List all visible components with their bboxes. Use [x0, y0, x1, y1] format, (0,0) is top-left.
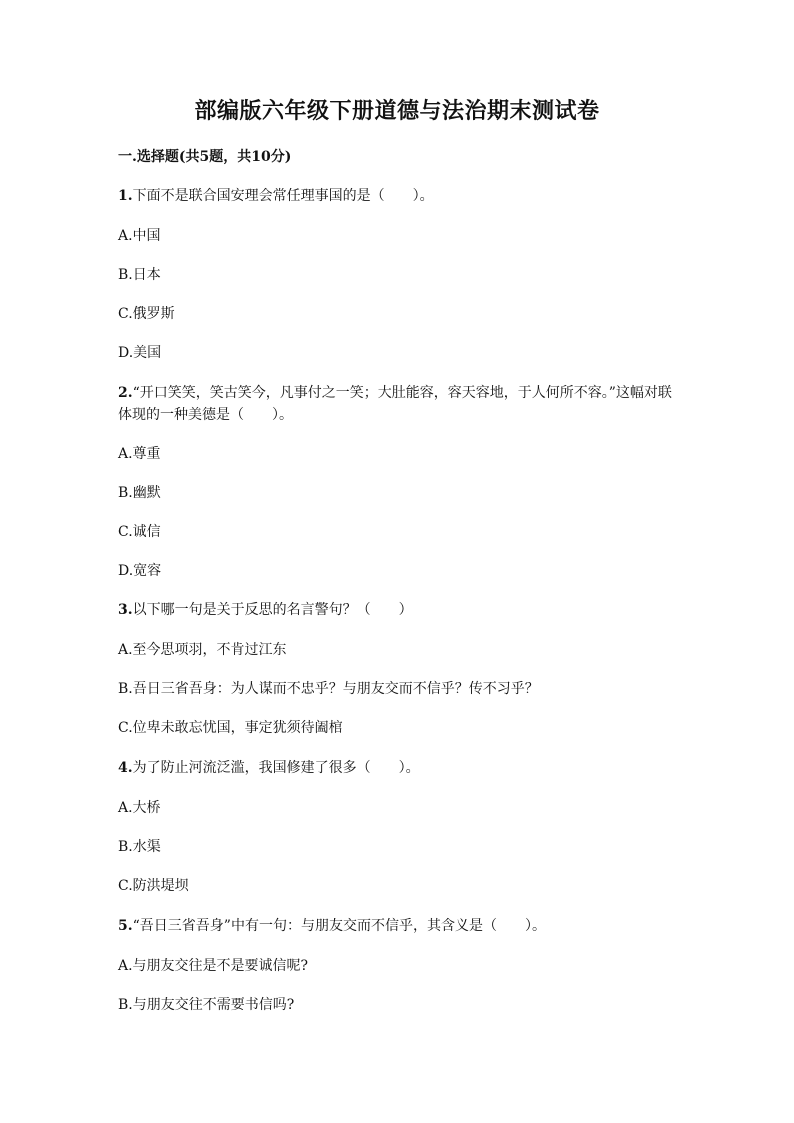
question-text: “开口笑笑，笑古笑今，凡事付之一笑；大肚能容，容天容地，于人何所不容。”这幅对联体现的一种美德是（ ）。: [118, 385, 672, 423]
question-number: 2.: [118, 385, 133, 401]
section-heading: 一.选择题(共5题，共10分): [118, 149, 292, 165]
option-3a: A.至今思项羽，不肯过江东: [118, 642, 287, 658]
option-3c: C.位卑未敢忘忧国，事定犹须待阖棺: [118, 720, 343, 736]
option-2b: B.幽默: [118, 485, 161, 501]
option-2a: A.尊重: [118, 446, 161, 462]
question-3: [118, 599, 678, 621]
option-4c: C.防洪堤坝: [118, 878, 189, 894]
option-5a: A.与朋友交往是不是要诚信呢?: [118, 958, 309, 974]
option-1c: C.俄罗斯: [118, 306, 175, 322]
question-number: 3.: [118, 602, 133, 618]
question-1: [118, 185, 678, 207]
option-2d: D.宽容: [118, 563, 162, 579]
option-5b: B.与朋友交往不需要书信吗?: [118, 997, 295, 1013]
question-5: [118, 915, 678, 937]
option-1d: D.美国: [118, 345, 162, 361]
question-2: [118, 382, 678, 426]
question-number: 5.: [118, 918, 133, 934]
question-text: 以下哪一句是关于反思的名言警句？（ ）: [132, 602, 413, 618]
question-number: 4.: [118, 760, 133, 776]
question-4: [118, 757, 678, 779]
question-text: 下面不是联合国安理会常任理事国的是（ ）。: [132, 188, 434, 204]
question-text: “吾日三省吾身”中有一句：与朋友交而不信乎，其含义是（ ）。: [132, 918, 546, 934]
option-1b: B.日本: [118, 267, 161, 283]
option-3b: B.吾日三省吾身：为人谋而不忠乎？与朋友交而不信乎？传不习乎？: [118, 681, 539, 697]
option-4b: B.水渠: [118, 839, 161, 855]
question-number: 1.: [118, 188, 133, 204]
option-2c: C.诚信: [118, 524, 161, 540]
exam-title: 部编版六年级下册道德与法治期末测试卷: [194, 98, 600, 124]
question-text: 为了防止河流泛滥，我国修建了很多（ ）。: [132, 760, 420, 776]
option-1a: A.中国: [118, 228, 161, 244]
option-4a: A.大桥: [118, 800, 161, 816]
